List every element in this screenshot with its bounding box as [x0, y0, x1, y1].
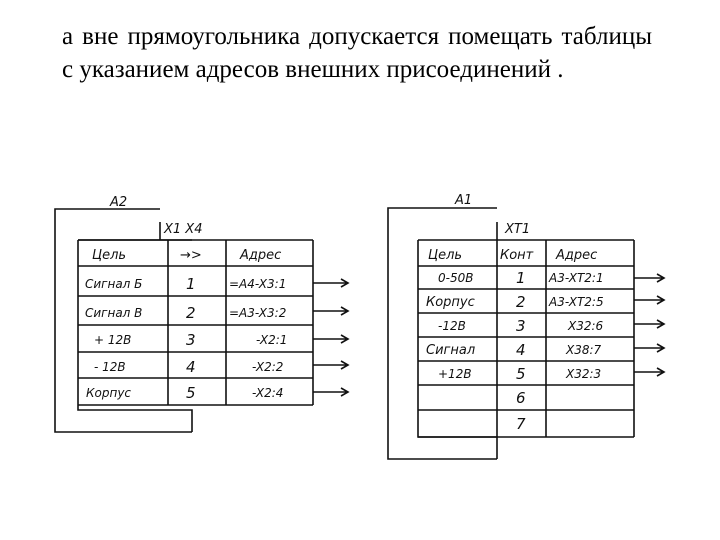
block-a2-row-3-signal: + 12В [94, 333, 132, 347]
block-a1-header-target: Цель [428, 248, 463, 263]
block-a1-row-2-signal: Корпус [426, 295, 475, 310]
block-a2-row-3-pin: 3 [186, 331, 196, 349]
block-a1-row-7-pin: 7 [516, 415, 526, 433]
block-a1-leads [634, 274, 664, 376]
block-a1-outline [388, 208, 497, 459]
block-a2-row-5-address: -X2:4 [252, 386, 284, 400]
block-a1-row-6-pin: 6 [516, 389, 526, 407]
block-a1-row-4-address: X38:7 [566, 343, 602, 357]
block-a1-row-4-pin: 4 [516, 341, 526, 359]
block-a2-row-1-pin: 1 [186, 275, 196, 293]
block-a2-row-4-pin: 4 [186, 358, 196, 376]
block-a1-table [418, 222, 634, 437]
block-a1-designator: A1 [455, 193, 473, 208]
block-a2-row-4-signal: - 12В [94, 360, 126, 374]
block-a1-row-5-address: X32:3 [566, 367, 602, 381]
block-a2-header-address: Адрес [240, 248, 282, 263]
block-a1-row-4-signal: Сигнал [426, 343, 476, 358]
block-a2-designator: A2 [110, 195, 128, 210]
block-a2-row-5-pin: 5 [186, 384, 196, 402]
block-a1-row-2-address: A3-XT2:5 [549, 295, 604, 309]
block-a2-table [78, 222, 313, 405]
body-paragraph: а вне прямоугольника допускается помещать таблицы с указанием адресов внешних присоединений . [62, 23, 652, 83]
block-a1 [388, 193, 664, 459]
block-a1-row-5-signal: +12В [438, 367, 472, 381]
block-a2-row-2-pin: 2 [186, 304, 196, 322]
block-a2-header-connector: →> [180, 248, 202, 263]
block-a1-header-address: Адрес [556, 248, 598, 263]
block-a1-row-5-pin: 5 [516, 365, 526, 383]
block-a2-leads [313, 279, 348, 396]
block-a2-row-5-signal: Корпус [86, 386, 132, 400]
block-a2-row-2-signal: Сигнал В [85, 306, 143, 320]
block-a2-row-3-address: -X2:1 [256, 333, 288, 347]
block-a2-row-2-address: =A3-X3:2 [229, 306, 287, 320]
block-a1-row-2-pin: 2 [516, 293, 526, 311]
block-a1-row-1-pin: 1 [516, 269, 526, 287]
block-a1-row-3-pin: 3 [516, 317, 526, 335]
block-a1-header-contact: Конт [500, 248, 534, 263]
block-a2-connector-label: X1 X4 [164, 222, 203, 237]
block-a1-row-3-address: X32:6 [568, 319, 604, 333]
block-a2-header-target: Цель [92, 248, 127, 263]
block-a1-row-1-signal: 0-50В [438, 271, 474, 285]
block-a2-row-4-address: -X2:2 [252, 360, 284, 374]
block-a1-row-1-address: A3-XT2:1 [549, 271, 604, 285]
block-a1-connector-label: XT1 [505, 222, 531, 237]
block-a2 [55, 195, 348, 432]
block-a2-row-1-address: =A4-X3:1 [229, 277, 287, 291]
block-a2-row-1-signal: Сигнал Б [85, 277, 143, 291]
block-a1-row-3-signal: -12В [438, 319, 466, 333]
